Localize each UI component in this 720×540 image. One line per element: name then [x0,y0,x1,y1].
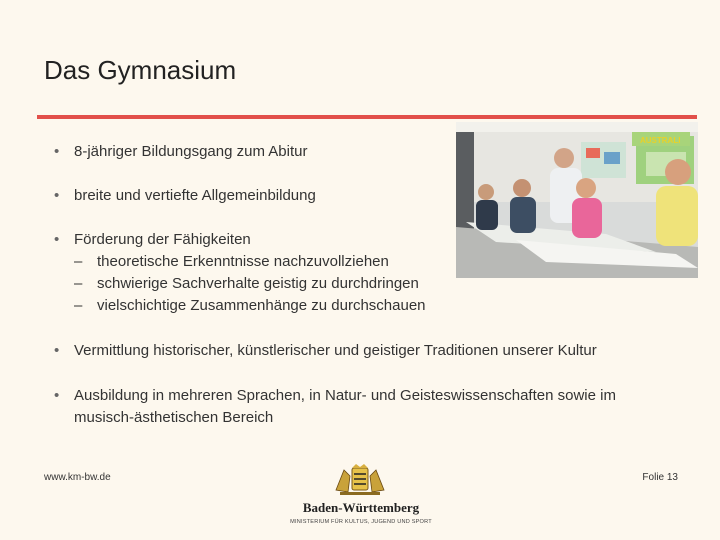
bullet-item [54,185,316,207]
sub-bullet-item [74,273,426,295]
logo-ministry-text: MINISTERIUM FÜR KULTUS, JUGEND UND SPORT [290,519,432,525]
slide-number: Folie 13 [642,472,678,483]
bullet-item [54,385,674,429]
sub-bullet-item [74,295,426,317]
classroom-photo-image [456,122,698,278]
sub-bullet-marker: – [74,297,83,314]
bullet-marker: • [54,342,60,359]
sub-bullet-text: vielschichtige Zusammenhänge zu durchschauen [97,297,426,314]
bullet-text: Ausbildung in mehreren Sprachen, in Natur- und Geisteswissenschaften sowie im musisch-ästhetischen Bereich [74,387,616,426]
footer-url[interactable]: www.km-bw.de [44,472,111,483]
bullet-text: Vermittlung historischer, künstlerischer und geistiger Traditionen unserer Kultur [74,342,597,359]
bullet-marker: • [54,187,60,204]
sub-bullet-text: schwierige Sachverhalte geistig zu durchdringen [97,275,419,292]
state-logo [286,464,436,530]
bullet-text: Förderung der Fähigkeiten [74,231,251,248]
bullet-marker: • [54,231,60,248]
bullet-text: 8-jähriger Bildungsgang zum Abitur [74,143,308,160]
bullet-item [54,229,426,317]
bullet-marker: • [54,143,60,160]
classroom-photo [456,122,698,278]
bullet-marker: • [54,387,60,404]
sub-bullet-marker: – [74,275,83,292]
slide-title: Das Gymnasium [44,55,237,85]
coat-of-arms-icon [334,464,386,496]
poster-label: AUSTRALI [640,136,681,145]
bullet-text: breite und vertiefte Allgemeinbildung [74,187,316,204]
bullet-item [54,340,597,362]
bullet-item [54,141,307,163]
sub-bullet-marker: – [74,253,83,270]
sub-bullet-item [74,251,426,273]
sub-bullet-text: theoretische Erkenntnisse nachzuvollziehen [97,253,389,270]
logo-wordmark: Baden-Württemberg [302,500,420,515]
title-divider [37,115,697,119]
